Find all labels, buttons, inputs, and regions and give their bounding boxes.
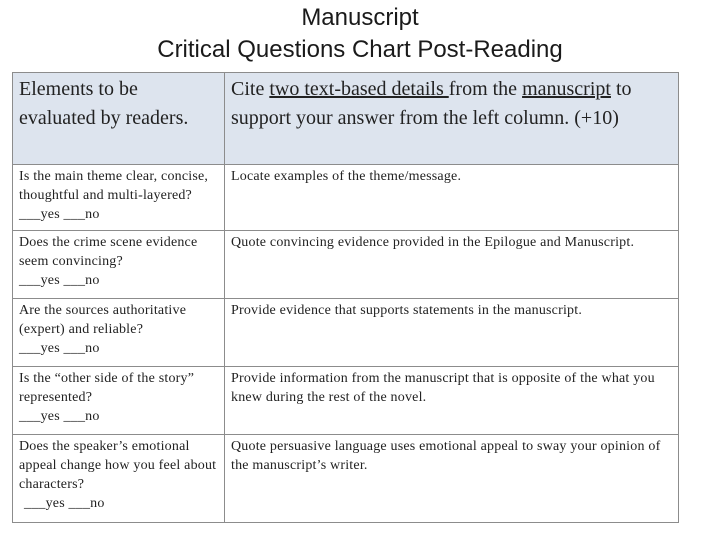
question-cell [13,299,225,367]
table-row [13,299,679,367]
question-cell [13,367,225,435]
yes-no-blanks: ___yes ___no [19,341,100,356]
table-row [13,435,679,523]
header-right-cell [225,73,679,165]
question-text: Are the sources authoritative (expert) and reliable? [19,303,187,337]
yes-no-blanks: ___yes ___no [24,496,105,511]
header-right-text-2: from the [448,78,523,100]
header-right-underlined-2: manuscript [522,78,611,100]
header-left-cell: Elements to be evaluated by readers. [13,73,225,165]
header-right-underlined-1: two text-based details [269,78,449,100]
yes-no-blanks: ___yes ___no [19,273,100,288]
question-text: Does the crime scene evidence seem convincing? [19,235,198,269]
table-row [13,165,679,231]
question-text: Is the “other side of the story” represented? [19,371,195,405]
question-cell [13,231,225,299]
prompt-cell: Locate examples of the theme/message. [225,165,679,231]
table-header-row [13,73,679,165]
critical-questions-table [12,72,679,523]
table-row [13,231,679,299]
title-line-2: Critical Questions Chart Post-Reading [157,36,563,63]
page-title [0,2,720,66]
title-line-1: Manuscript [301,4,419,31]
header-right-text-1: Cite [231,78,270,100]
question-cell [13,435,225,523]
table-row [13,367,679,435]
header-right-text-3: to support your answer from the left column. (+10) [231,78,632,129]
prompt-cell: Quote convincing evidence provided in the Epilogue and Manuscript. [225,231,679,299]
yes-no-blanks: ___yes ___no [19,409,100,424]
question-text: Does the speaker’s emotional appeal change how you feel about characters? [19,439,217,492]
prompt-cell: Provide evidence that supports statements in the manuscript. [225,299,679,367]
question-cell: Is the main theme clear, concise, thoughtful and multi-layered? ___yes ___no [13,165,225,231]
prompt-cell: Provide information from the manuscript that is opposite of the what you knew during the rest of the novel. [225,367,679,435]
prompt-cell: Quote persuasive language uses emotional appeal to sway your opinion of the manuscript’s writer. [225,435,679,523]
